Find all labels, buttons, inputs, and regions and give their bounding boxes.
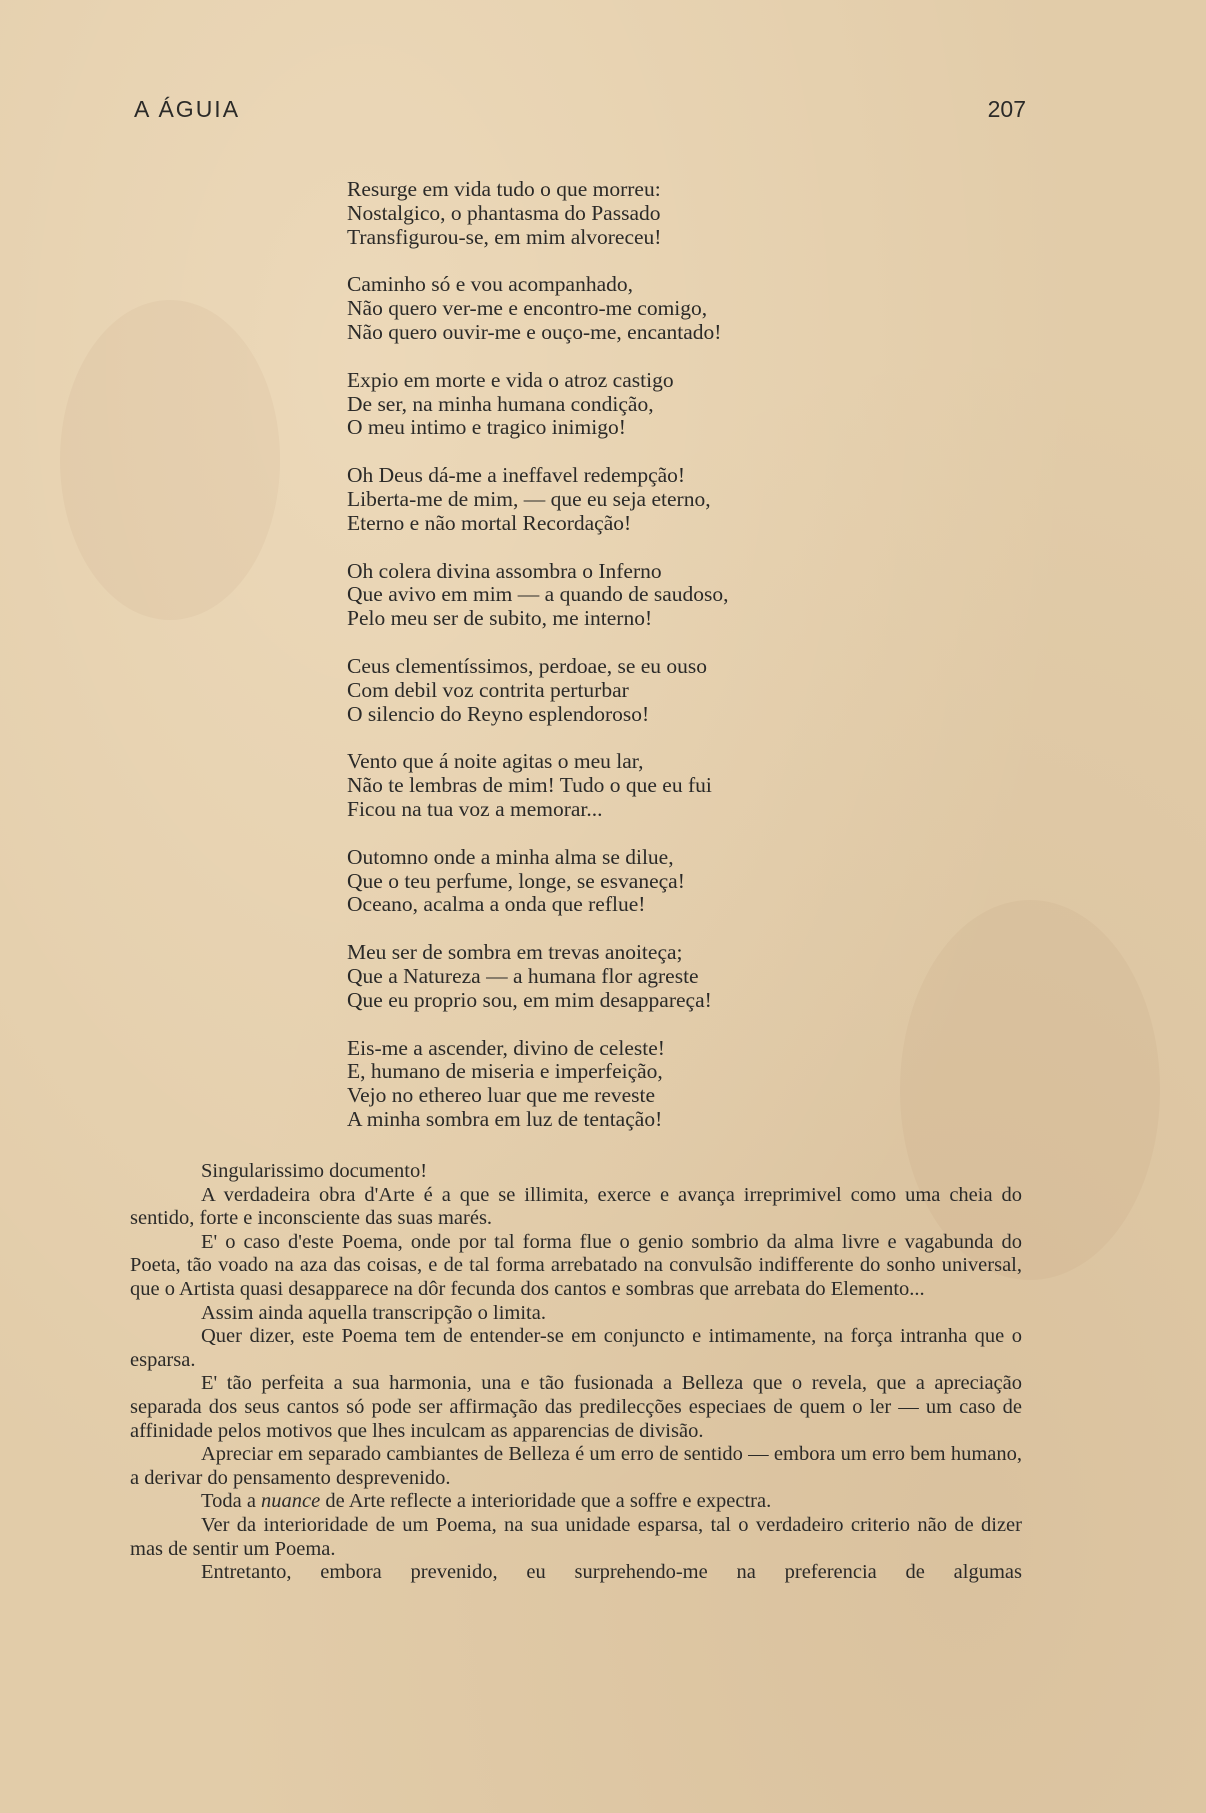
poem-line: Que avivo em mim — a quando de saudoso, [347, 582, 729, 607]
poem-line: Oh colera divina assombra o Inferno [347, 558, 662, 583]
poem-line: Oceano, acalma a onda que reflue! [347, 892, 646, 917]
poem-line: Liberta-me de mim, — que eu seja eterno, [347, 486, 711, 511]
paragraph [130, 1490, 1022, 1514]
poem-line: Com debil voz contrita perturbar [347, 677, 629, 702]
poem-line: Pelo meu ser de subito, me interno! [347, 606, 653, 631]
poem-stanza [347, 846, 907, 917]
poem-line: Transfigurou-se, em mim alvoreceu! [347, 224, 662, 249]
paragraph: Ver da interioridade de um Poema, na sua unidade esparsa, tal o verdadeiro criterio não de dizer mas de sentir um Poema. [130, 1513, 1022, 1560]
paragraph: E' tão perfeita a sua harmonia, una e tão fusionada a Belleza que o revela, que a apreciação separada dos seus cantos só pode ser affirmação das predilecções especiaes de quem o ler — um caso de affinidade pelos motivos que lhes inculcam as apparencias de divisão. [130, 1372, 1022, 1442]
poem-line: E, humano de miseria e imperfeição, [347, 1059, 663, 1084]
poem-stanza [347, 464, 907, 535]
paragraph: E' o caso d'este Poema, onde por tal forma flue o genio sombrio da alma livre e vagabunda do Poeta, tão voado na aza das coisas, e de tal forma arrebatado na convulsão indifferente do sonho universal, que o Artista quasi desapparece na dôr fecunda dos cantos e sombras que arrebata do Elemento... [130, 1230, 1022, 1300]
poem-line: Vento que á noite agitas o meu lar, [347, 749, 644, 774]
page-header [134, 96, 1026, 126]
poem-line: Ficou na tua voz a memorar... [347, 796, 603, 821]
text-span: Toda a [201, 1490, 262, 1513]
poem-line: Que o teu perfume, longe, se esvaneça! [347, 868, 685, 893]
page-number: 207 [987, 96, 1026, 122]
poem-line: Que a Natureza — a humana flor agreste [347, 963, 699, 988]
poem-line: Outomno onde a minha alma se dilue, [347, 844, 674, 869]
commentary [130, 1160, 1022, 1585]
paper-stain [60, 300, 280, 620]
poem-stanza [347, 655, 907, 726]
poem-stanza [347, 941, 907, 1012]
poem-line: Oh Deus dá-me a ineffavel redempção! [347, 463, 686, 488]
poem-line: De ser, na minha humana condição, [347, 391, 654, 416]
paragraph: Entretanto, embora prevenido, eu surprehendo-me na preferencia de algumas [201, 1561, 1022, 1584]
poem-line: Eis-me a ascender, divino de celeste! [347, 1035, 665, 1060]
paragraph: Apreciar em separado cambiantes de Belleza é um erro de sentido — embora um erro bem humano, a derivar do pensamento desprevenido. [130, 1443, 1022, 1489]
poem-line: O silencio do Reyno esplendoroso! [347, 701, 650, 726]
italic-term: nuance [261, 1490, 321, 1513]
poem-line: Não te lembras de mim! Tudo o que eu fui [347, 773, 712, 798]
poem-line: Nostalgico, o phantasma do Passado [347, 200, 661, 225]
poem-stanza [347, 1037, 907, 1132]
poem-stanza [347, 750, 907, 821]
poem-line: Meu ser de sombra em trevas anoiteça; [347, 940, 683, 965]
poem-stanza [347, 273, 907, 344]
paragraph: Assim ainda aquella transcripção o limita. [201, 1301, 546, 1324]
poem-line: Expio em morte e vida o atroz castigo [347, 367, 674, 392]
poem-line: Resurge em vida tudo o que morreu: [347, 177, 661, 201]
poem-line: O meu intimo e tragico inimigo! [347, 415, 626, 440]
poem [347, 178, 907, 1156]
poem-stanza [347, 369, 907, 440]
poem-stanza [347, 178, 907, 249]
poem-line: Não quero ouvir-me e ouço-me, encantado! [347, 319, 722, 344]
paragraph: A verdadeira obra d'Arte é a que se illimita, exerce e avança irreprimivel como uma cheia do sentido, forte e inconsciente das suas marés. [130, 1183, 1022, 1230]
poem-line: Não quero ver-me e encontro-me comigo, [347, 296, 708, 321]
paragraph: Singularissimo documento! [201, 1160, 428, 1182]
poem-line: Ceus clementíssimos, perdoae, se eu ouso [347, 653, 708, 678]
poem-line: Que eu proprio sou, em mim desappareça! [347, 987, 712, 1012]
text-span: de Arte reflecte a interioridade que a soffre e expectra. [320, 1490, 772, 1513]
poem-line: Caminho só e vou acompanhado, [347, 272, 634, 297]
poem-line: Vejo no ethereo luar que me reveste [347, 1083, 656, 1108]
poem-stanza [347, 560, 907, 631]
poem-line: Eterno e não mortal Recordação! [347, 510, 632, 535]
poem-line: A minha sombra em luz de tentação! [347, 1106, 663, 1131]
journal-title: A ÁGUIA [134, 96, 241, 122]
paragraph: Quer dizer, este Poema tem de entender-se em conjuncto e intimamente, na força intranha que o esparsa. [130, 1325, 1022, 1371]
